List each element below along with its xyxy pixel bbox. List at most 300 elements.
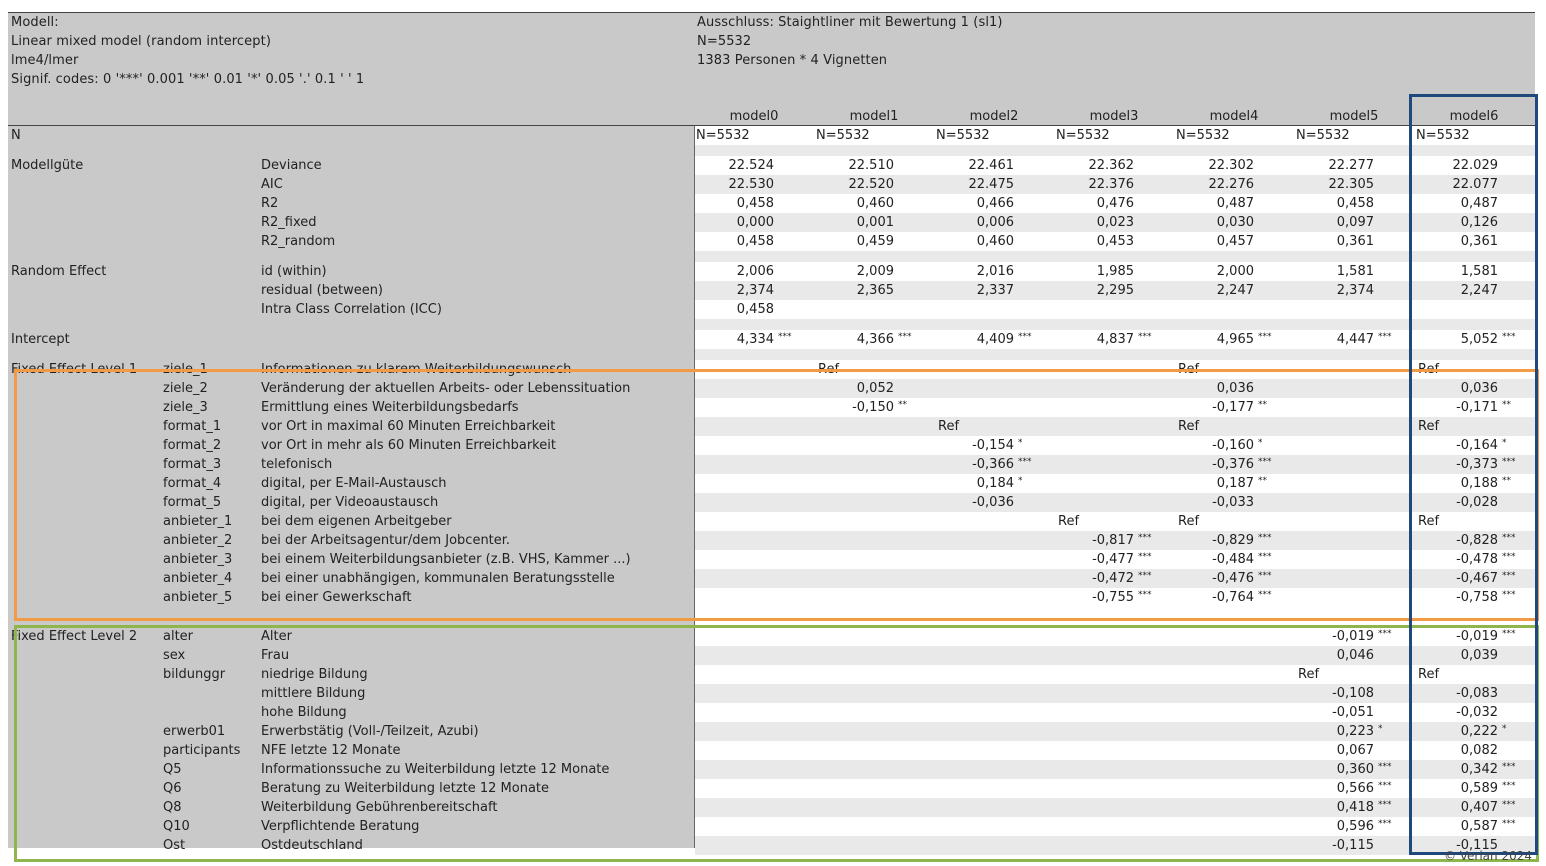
coefficient-cell xyxy=(1054,281,1172,300)
coefficient-value: -0,476 xyxy=(1212,571,1254,586)
significance-stars: *** xyxy=(1258,332,1272,342)
coefficient-value: -0,115 xyxy=(1456,838,1498,853)
coefficient-cell xyxy=(1418,474,1536,493)
n-value: N=5532 xyxy=(936,128,990,143)
coefficient-value: 0,097 xyxy=(1336,215,1374,230)
coefficient-value: 0,039 xyxy=(1460,648,1498,663)
coefficient-cell xyxy=(1418,330,1536,349)
ref-value: Ref xyxy=(1418,514,1440,529)
table-row xyxy=(8,232,1535,251)
coefficient-value: 4,409 xyxy=(976,332,1014,347)
row-section: Random Effect xyxy=(11,264,107,279)
coefficient-value: 0,030 xyxy=(1216,215,1254,230)
coefficient-value: 2,295 xyxy=(1096,283,1134,298)
coefficient-cell xyxy=(814,156,932,175)
significance-stars: ** xyxy=(1502,476,1511,486)
row-label: residual (between) xyxy=(261,283,384,298)
significance-stars: *** xyxy=(1378,819,1392,829)
table-row xyxy=(8,436,1535,455)
coefficient-cell xyxy=(1418,455,1536,474)
coefficient-cell xyxy=(1174,531,1292,550)
significance-stars: *** xyxy=(1378,781,1392,791)
table-row xyxy=(8,300,1535,319)
row-variable: bildunggr xyxy=(163,667,226,682)
coefficient-cell xyxy=(1174,474,1292,493)
coefficient-cell xyxy=(1174,455,1292,474)
coefficient-cell xyxy=(1174,493,1292,512)
coefficient-cell xyxy=(934,281,1052,300)
table-row xyxy=(8,779,1535,798)
coefficient-cell xyxy=(1294,722,1412,741)
row-background xyxy=(695,455,1535,474)
coefficient-cell xyxy=(1294,156,1412,175)
coefficient-value: 0,361 xyxy=(1460,234,1498,249)
ref-value: Ref xyxy=(1178,362,1200,377)
significance-stars: *** xyxy=(1018,457,1032,467)
coefficient-value: -0,160 xyxy=(1212,438,1254,453)
coefficient-cell xyxy=(1294,213,1412,232)
row-label: N xyxy=(11,128,21,143)
table-row xyxy=(8,798,1535,817)
coefficient-value: 22.520 xyxy=(848,177,894,192)
table-row xyxy=(8,703,1535,722)
coefficient-value: -0,828 xyxy=(1456,533,1498,548)
table-row xyxy=(8,455,1535,474)
coefficient-cell xyxy=(1054,194,1172,213)
table-row xyxy=(8,417,1535,436)
coefficient-value: 0,036 xyxy=(1216,381,1254,396)
coefficient-value: 0,342 xyxy=(1460,762,1498,777)
header-line: Ausschluss: Staightliner mit Bewertung 1 (sl1) xyxy=(697,15,1003,30)
row-background xyxy=(695,665,1535,684)
coefficient-value: 22.376 xyxy=(1088,177,1134,192)
sample-description xyxy=(697,13,1003,70)
table-row xyxy=(8,665,1535,684)
significance-stars: *** xyxy=(1378,762,1392,772)
coefficient-cell xyxy=(814,213,932,232)
significance-stars: *** xyxy=(1502,781,1516,791)
coefficient-cell xyxy=(1418,817,1536,836)
coefficient-value: -0,033 xyxy=(1212,495,1254,510)
coefficient-value: -0,373 xyxy=(1456,457,1498,472)
coefficient-value: -0,019 xyxy=(1332,629,1374,644)
coefficient-value: 0,052 xyxy=(856,381,894,396)
significance-stars: ** xyxy=(1502,400,1511,410)
coefficient-value: 0,000 xyxy=(736,215,774,230)
coefficient-cell xyxy=(1174,379,1292,398)
significance-stars: * xyxy=(1502,438,1507,448)
table-row xyxy=(8,262,1535,281)
coefficient-value: 2,247 xyxy=(1460,283,1498,298)
coefficient-value: -0,376 xyxy=(1212,457,1254,472)
coefficient-value: -0,051 xyxy=(1332,705,1374,720)
coefficient-value: 2,006 xyxy=(736,264,774,279)
coefficient-cell xyxy=(1418,232,1536,251)
coefficient-cell xyxy=(1054,569,1172,588)
ref-value: Ref xyxy=(1418,667,1440,682)
coefficient-cell xyxy=(1418,779,1536,798)
table-row xyxy=(8,760,1535,779)
significance-stars: *** xyxy=(1138,571,1152,581)
table-row xyxy=(8,379,1535,398)
coefficient-value: 4,334 xyxy=(736,332,774,347)
coefficient-cell xyxy=(1054,550,1172,569)
row-background xyxy=(695,319,1535,330)
significance-stars: *** xyxy=(1502,819,1516,829)
coefficient-value: 2,365 xyxy=(856,283,894,298)
coefficient-value: -0,477 xyxy=(1092,552,1134,567)
row-variable: format_1 xyxy=(163,419,222,434)
coefficient-cell xyxy=(1418,798,1536,817)
coefficient-cell xyxy=(694,262,812,281)
coefficient-cell xyxy=(1294,741,1412,760)
significance-stars: *** xyxy=(1502,762,1516,772)
coefficient-cell xyxy=(1418,588,1536,607)
coefficient-value: 22.475 xyxy=(968,177,1014,192)
significance-stars: *** xyxy=(1138,590,1152,600)
n-value: N=5532 xyxy=(696,128,750,143)
coefficient-cell xyxy=(1418,493,1536,512)
coefficient-value: 2,374 xyxy=(736,283,774,298)
table-row xyxy=(8,175,1535,194)
coefficient-value: 22.530 xyxy=(728,177,774,192)
row-section: Fixed Effect Level 1 xyxy=(11,362,138,377)
row-section: Modellgüte xyxy=(11,158,84,173)
coefficient-cell xyxy=(814,232,932,251)
coefficient-cell xyxy=(934,262,1052,281)
significance-stars: *** xyxy=(898,332,912,342)
coefficient-cell xyxy=(1418,194,1536,213)
row-label: hohe Bildung xyxy=(261,705,347,720)
coefficient-cell xyxy=(934,156,1052,175)
table-row xyxy=(8,531,1535,550)
coefficient-value: 0,187 xyxy=(1216,476,1254,491)
coefficient-cell xyxy=(1294,646,1412,665)
row-label: NFE letzte 12 Monate xyxy=(261,743,401,758)
coefficient-cell xyxy=(1054,175,1172,194)
table-row xyxy=(8,213,1535,232)
row-label: mittlere Bildung xyxy=(261,686,366,701)
n-value: N=5532 xyxy=(1176,128,1230,143)
coefficient-cell xyxy=(1174,262,1292,281)
significance-stars: *** xyxy=(1502,457,1516,467)
coefficient-value: -0,028 xyxy=(1456,495,1498,510)
coefficient-cell xyxy=(934,474,1052,493)
coefficient-cell xyxy=(1418,175,1536,194)
coefficient-cell xyxy=(1418,703,1536,722)
row-label: Frau xyxy=(261,648,290,663)
coefficient-cell xyxy=(1174,550,1292,569)
table-row xyxy=(8,741,1535,760)
coefficient-cell xyxy=(1418,741,1536,760)
row-variable: format_5 xyxy=(163,495,222,510)
table-row xyxy=(8,550,1535,569)
significance-stars: *** xyxy=(1018,332,1032,342)
coefficient-cell xyxy=(934,194,1052,213)
significance-stars: *** xyxy=(1138,533,1152,543)
row-variable: Ost xyxy=(163,838,186,853)
coefficient-value: -0,032 xyxy=(1456,705,1498,720)
row-variable: anbieter_5 xyxy=(163,590,233,605)
row-label: Alter xyxy=(261,629,292,644)
ref-value: Ref xyxy=(1178,514,1200,529)
row-variable: ziele_3 xyxy=(163,400,208,415)
coefficient-cell xyxy=(1174,281,1292,300)
coefficient-value: 1,581 xyxy=(1460,264,1498,279)
header-line: lme4/lmer xyxy=(11,53,79,68)
significance-stars: * xyxy=(1018,438,1023,448)
coefficient-cell xyxy=(1294,760,1412,779)
ref-value: Ref xyxy=(1298,667,1320,682)
coefficient-value: 0,082 xyxy=(1460,743,1498,758)
row-variable: Q10 xyxy=(163,819,190,834)
row-label: Verpflichtende Beratung xyxy=(261,819,420,834)
row-label: Deviance xyxy=(261,158,322,173)
significance-stars: ** xyxy=(1258,476,1267,486)
coefficient-cell xyxy=(934,455,1052,474)
n-value: N=5532 xyxy=(1416,128,1470,143)
row-label: bei einer unabhängigen, kommunalen Beratungsstelle xyxy=(261,571,615,586)
coefficient-value: 22.305 xyxy=(1328,177,1374,192)
coefficient-value: 0,457 xyxy=(1216,234,1254,249)
row-label: bei einer Gewerkschaft xyxy=(261,590,412,605)
coefficient-value: 2,374 xyxy=(1336,283,1374,298)
significance-stars: *** xyxy=(1258,457,1272,467)
ref-value: Ref xyxy=(1178,419,1200,434)
row-variable: ziele_2 xyxy=(163,381,208,396)
coefficient-value: 0,566 xyxy=(1336,781,1374,796)
coefficient-value: -0,083 xyxy=(1456,686,1498,701)
coefficient-cell xyxy=(1174,194,1292,213)
significance-stars: * xyxy=(1378,724,1383,734)
coefficient-value: 0,589 xyxy=(1460,781,1498,796)
coefficient-value: 0,458 xyxy=(736,196,774,211)
coefficient-value: 0,361 xyxy=(1336,234,1374,249)
coefficient-cell xyxy=(1054,232,1172,251)
coefficient-value: 0,001 xyxy=(856,215,894,230)
coefficient-value: 0,459 xyxy=(856,234,894,249)
row-label: Intra Class Correlation (ICC) xyxy=(261,302,442,317)
coefficient-cell xyxy=(1174,588,1292,607)
coefficient-cell xyxy=(1294,627,1412,646)
row-variable: anbieter_4 xyxy=(163,571,233,586)
coefficient-value: 0,487 xyxy=(1460,196,1498,211)
coefficient-cell xyxy=(1294,232,1412,251)
n-value: N=5532 xyxy=(1296,128,1350,143)
ref-value: Ref xyxy=(938,419,960,434)
coefficient-value: 22.029 xyxy=(1452,158,1498,173)
row-background xyxy=(695,145,1535,156)
coefficient-cell xyxy=(934,232,1052,251)
coefficient-value: 22.077 xyxy=(1452,177,1498,192)
coefficient-cell xyxy=(1418,684,1536,703)
significance-stars: *** xyxy=(1502,332,1516,342)
row-background xyxy=(695,607,1535,627)
significance-stars: *** xyxy=(1378,800,1392,810)
coefficient-value: 22.302 xyxy=(1208,158,1254,173)
row-label: bei einem Weiterbildungsanbieter (z.B. VHS, Kammer ...) xyxy=(261,552,631,567)
row-background xyxy=(695,474,1535,493)
coefficient-value: -0,484 xyxy=(1212,552,1254,567)
row-label: digital, per E-Mail-Austausch xyxy=(261,476,447,491)
row-label: bei dem eigenen Arbeitgeber xyxy=(261,514,452,529)
coefficient-value: 0,006 xyxy=(976,215,1014,230)
coefficient-cell xyxy=(934,175,1052,194)
coefficient-value: -0,177 xyxy=(1212,400,1254,415)
coefficient-cell xyxy=(1054,262,1172,281)
coefficient-value: 0,460 xyxy=(976,234,1014,249)
row-variable: format_4 xyxy=(163,476,222,491)
coefficient-value: -0,478 xyxy=(1456,552,1498,567)
row-label: Erwerbstätig (Voll-/Teilzeit, Azubi) xyxy=(261,724,479,739)
header-line: Modell: xyxy=(11,15,59,30)
row-label: Ostdeutschland xyxy=(261,838,363,853)
row-label: Informationssuche zu Weiterbildung letzte 12 Monate xyxy=(261,762,610,777)
row-variable: Q5 xyxy=(163,762,182,777)
coefficient-cell xyxy=(1294,817,1412,836)
coefficient-cell xyxy=(814,194,932,213)
header-line: N=5532 xyxy=(697,34,752,49)
table-row xyxy=(8,156,1535,175)
row-variable: anbieter_1 xyxy=(163,514,233,529)
table-row xyxy=(8,627,1535,646)
coefficient-cell xyxy=(1294,684,1412,703)
row-label: R2_random xyxy=(261,234,336,249)
coefficient-value: -0,758 xyxy=(1456,590,1498,605)
coefficient-value: -0,164 xyxy=(1456,438,1498,453)
coefficient-cell xyxy=(1418,262,1536,281)
significance-stars: *** xyxy=(1502,629,1516,639)
spacer-row xyxy=(8,251,1535,262)
row-label: Ermittlung eines Weiterbildungsbedarfs xyxy=(261,400,519,415)
table-row xyxy=(8,360,1535,379)
coefficient-cell xyxy=(1418,550,1536,569)
coefficient-value: 22.461 xyxy=(968,158,1014,173)
significance-stars: *** xyxy=(1502,552,1516,562)
coefficient-cell xyxy=(814,281,932,300)
regression-table xyxy=(8,12,1535,853)
coefficient-value: 0,418 xyxy=(1336,800,1374,815)
coefficient-cell xyxy=(1294,175,1412,194)
spacer-row xyxy=(8,145,1535,156)
coefficient-value: -0,115 xyxy=(1332,838,1374,853)
model-header: model1 xyxy=(849,109,899,124)
coefficient-cell xyxy=(1294,262,1412,281)
coefficient-value: 0,458 xyxy=(1336,196,1374,211)
row-variable: ziele_1 xyxy=(163,362,208,377)
table-row xyxy=(8,330,1535,349)
ref-value: Ref xyxy=(1418,419,1440,434)
significance-stars: ** xyxy=(898,400,907,410)
row-background xyxy=(695,349,1535,360)
coefficient-cell xyxy=(934,330,1052,349)
coefficient-cell xyxy=(1418,627,1536,646)
spacer-row xyxy=(8,349,1535,360)
coefficient-cell xyxy=(1174,213,1292,232)
model-header: model5 xyxy=(1329,109,1379,124)
significance-stars: *** xyxy=(1502,571,1516,581)
coefficient-cell xyxy=(1418,760,1536,779)
coefficient-cell xyxy=(1294,779,1412,798)
row-variable: format_2 xyxy=(163,438,222,453)
row-background xyxy=(695,436,1535,455)
coefficient-value: -0,171 xyxy=(1456,400,1498,415)
row-label: R2_fixed xyxy=(261,215,317,230)
coefficient-cell xyxy=(694,300,812,319)
row-label: vor Ort in mehr als 60 Minuten Erreichbarkeit xyxy=(261,438,556,453)
coefficient-value: 4,447 xyxy=(1336,332,1374,347)
row-label: R2 xyxy=(261,196,279,211)
coefficient-value: 0,046 xyxy=(1336,648,1374,663)
significance-stars: *** xyxy=(1502,590,1516,600)
coefficient-cell xyxy=(1294,330,1412,349)
row-variable: Q8 xyxy=(163,800,182,815)
coefficient-cell xyxy=(1418,531,1536,550)
row-label: digital, per Videoaustausch xyxy=(261,495,439,510)
coefficient-value: 0,466 xyxy=(976,196,1014,211)
n-row xyxy=(8,126,1535,145)
coefficient-value: 1,985 xyxy=(1096,264,1134,279)
coefficient-cell xyxy=(814,175,932,194)
table-row xyxy=(8,817,1535,836)
table-row xyxy=(8,474,1535,493)
significance-stars: *** xyxy=(1502,533,1516,543)
coefficient-cell xyxy=(1174,569,1292,588)
row-background xyxy=(695,493,1535,512)
significance-stars: ** xyxy=(1258,400,1267,410)
coefficient-value: 0,360 xyxy=(1336,762,1374,777)
row-variable: format_3 xyxy=(163,457,222,472)
coefficient-value: -0,817 xyxy=(1092,533,1134,548)
coefficient-value: 22.277 xyxy=(1328,158,1374,173)
row-label: telefonisch xyxy=(261,457,333,472)
coefficient-value: 2,247 xyxy=(1216,283,1254,298)
coefficient-value: -0,755 xyxy=(1092,590,1134,605)
coefficient-value: 2,000 xyxy=(1216,264,1254,279)
table-row xyxy=(8,588,1535,607)
coefficient-cell xyxy=(814,379,932,398)
table-row xyxy=(8,398,1535,417)
coefficient-value: 4,965 xyxy=(1216,332,1254,347)
coefficient-cell xyxy=(694,194,812,213)
coefficient-cell xyxy=(1174,156,1292,175)
coefficient-cell xyxy=(1174,436,1292,455)
row-label: id (within) xyxy=(261,264,327,279)
coefficient-cell xyxy=(934,436,1052,455)
table-row xyxy=(8,646,1535,665)
coefficient-value: 22.524 xyxy=(728,158,774,173)
coefficient-cell xyxy=(1294,798,1412,817)
coefficient-cell xyxy=(814,330,932,349)
coefficient-cell xyxy=(934,493,1052,512)
coefficient-cell xyxy=(1054,213,1172,232)
row-variable: Q6 xyxy=(163,781,182,796)
coefficient-cell xyxy=(1294,836,1412,855)
significance-stars: *** xyxy=(1258,552,1272,562)
coefficient-value: -0,829 xyxy=(1212,533,1254,548)
coefficient-value: 4,837 xyxy=(1096,332,1134,347)
significance-stars: *** xyxy=(1378,629,1392,639)
coefficient-cell xyxy=(1418,156,1536,175)
coefficient-value: -0,108 xyxy=(1332,686,1374,701)
coefficient-value: -0,154 xyxy=(972,438,1014,453)
row-background xyxy=(695,251,1535,262)
coefficient-value: -0,472 xyxy=(1092,571,1134,586)
coefficient-value: 22.510 xyxy=(848,158,894,173)
model-header: model2 xyxy=(969,109,1019,124)
model-header: model3 xyxy=(1089,109,1139,124)
coefficient-value: 1,581 xyxy=(1336,264,1374,279)
